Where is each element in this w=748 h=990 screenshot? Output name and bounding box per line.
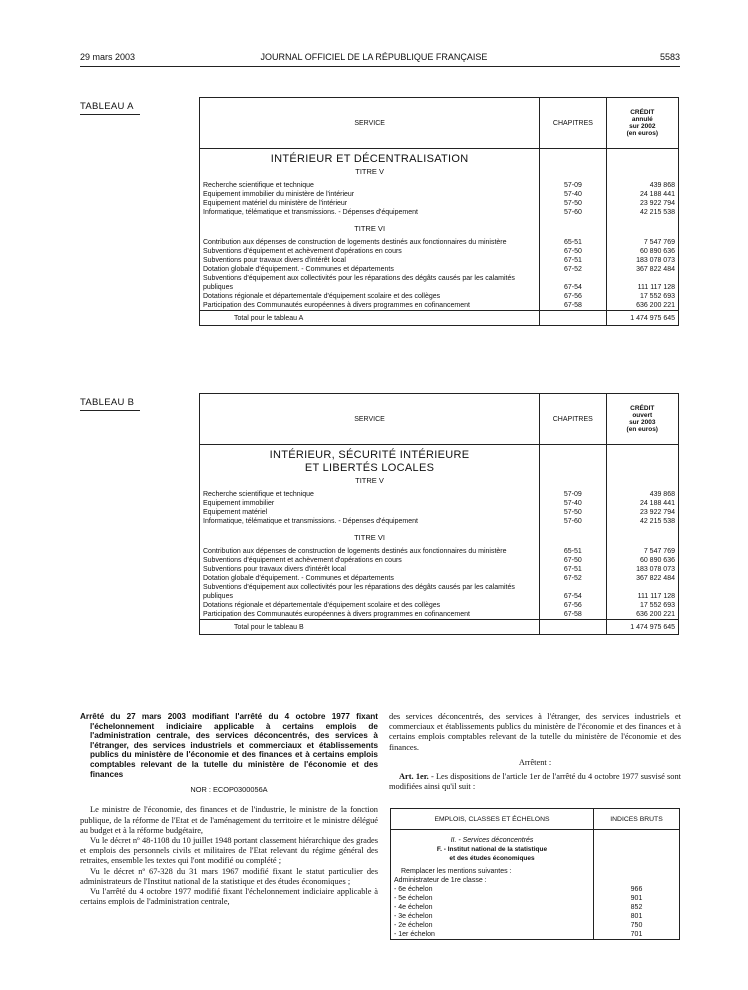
paragraph: Vu le décret nº 48-1108 du 10 juillet 1948 portant classement hiérarchique des grades et emplois des personnels civils et militaires de l'Etat relevant du régime général des retraites, ensemble les textes qui l'ont modifié ou complété ; — [80, 835, 378, 866]
table-row: Dotation globale d'équipement. - Communes et départements 67-52 367 822 484 — [200, 574, 679, 583]
table-row: - 3e échelon 801 — [391, 912, 680, 921]
table-row: Subventions d'équipement aux collectivités pour les réparations des dégâts causés par les calamités publiques 67-54 111 117 128 — [200, 274, 679, 292]
table-row: Contribution aux dépenses de construction de logements destinés aux fonctionnaires du ministère 65-51 7 547 769 — [200, 238, 679, 247]
table-row: Recherche scientifique et technique 57-09 439 868 — [200, 181, 679, 190]
table-row: Subventions pour travaux divers d'intérêt local 67-51 183 078 073 — [200, 256, 679, 265]
table-row: Contribution aux dépenses de construction de logements destinés aux fonctionnaires du ministère 65-51 7 547 769 — [200, 547, 679, 556]
article-1-label: Art. 1er. — [399, 772, 429, 782]
tableau-a-label: TABLEAU A — [80, 101, 134, 112]
col-header-chapitres: CHAPITRES — [540, 394, 606, 445]
tableau-b-label: TABLEAU B — [80, 397, 135, 408]
paragraph: Vu le décret nº 67-328 du 31 mars 1967 modifié fixant le statut particulier des administrateurs de l'Institut national de la statistique et des études économiques ; — [80, 866, 378, 886]
col-header-credit: CRÉDIT ouvert sur 2003 (en euros) — [606, 394, 678, 445]
section-title: INTÉRIEUR, SÉCURITÉ INTÉRIEURE ET LIBERTÉS LOCALES — [200, 445, 540, 476]
table-row: - 4e échelon 852 — [391, 903, 680, 912]
table-row: Equipement matériel 57-50 23 922 794 — [200, 508, 679, 517]
table-row: - 5e échelon 901 — [391, 894, 680, 903]
titre-v-heading: TITRE V — [200, 475, 540, 486]
table-row: Equipement immobilier du ministère de l'intérieur 57-40 24 188 441 — [200, 190, 679, 199]
instruction-text: Remplacer les mentions suivantes : — [391, 863, 594, 876]
table-row: Informatique, télématique et transmissions. - Dépenses d'équipement 57-60 42 215 538 — [200, 517, 679, 526]
paragraph: des services déconcentrés, des services à l'étranger, des services industriels et commerciaux et établissements publics du ministère de l'économie et des finances et à certains emplois comptables relevant de la tutelle du ministère de l'économie et des finances. — [389, 712, 681, 752]
table-row: - 1er échelon 701 — [391, 930, 680, 940]
table-row: - 6e échelon 966 — [391, 885, 680, 894]
col-header-service: SERVICE — [200, 98, 540, 149]
col-header-credit: CRÉDIT annulé sur 2002 (en euros) — [606, 98, 678, 149]
arrete-title: Arrêté du 27 mars 2003 modifiant l'arrêté du 4 octobre 1977 fixant l'échelonnement indiciaire applicable à certains emplois de l'administration centrale, des services déconcentrés, des services à l'étranger, des services industriels et commerciaux et établissements publics du ministère de l'économie et des finances et à certains emplois comptables relevant de la tutelle du ministère de l'économie et des finances — [80, 712, 378, 779]
table-row: Equipement matériel du ministère de l'intérieur 57-50 23 922 794 — [200, 199, 679, 208]
paragraph: Vu l'arrêté du 4 octobre 1977 modifié fixant l'échelonnement indiciaire applicable à certains emplois de l'administration centrale, — [80, 886, 378, 907]
col-header-indices: INDICES BRUTS — [594, 809, 680, 830]
paragraph: Le ministre de l'économie, des finances et de l'industrie, le ministre de la fonction publique, de la réforme de l'Etat et de l'aménagement du territoire et le ministre délégué au budget et à la réforme budgétaire, — [80, 805, 378, 835]
table-row: Subventions d'équipement aux collectivités pour les réparations des dégâts causés par les calamités publiques 67-54 111 117 128 — [200, 583, 679, 601]
table-row: Dotations régionale et départementale d'équipement scolaire et des collèges 67-56 17 552 693 — [200, 601, 679, 610]
arrete-right-column — [389, 712, 681, 792]
table-row: Equipement immobilier 57-40 24 188 441 — [200, 499, 679, 508]
titre-vi-heading: TITRE VI — [200, 526, 540, 543]
total-row: Total pour le tableau B 1 474 975 645 — [200, 620, 679, 635]
table-row: Participation des Communautés européennes à divers programmes en cofinancement 67-58 636 200 221 — [200, 610, 679, 620]
table-row: Recherche scientifique et technique 57-09 439 868 — [200, 490, 679, 499]
section-title: INTÉRIEUR ET DÉCENTRALISATION — [200, 149, 540, 167]
tableau-a-underline — [80, 114, 140, 115]
grade-label: Administrateur de 1re classe : — [391, 876, 594, 885]
col-header-service: SERVICE — [200, 394, 540, 445]
header-page-number: 5583 — [659, 52, 680, 62]
header-date: 29 mars 2003 — [80, 52, 136, 62]
total-row: Total pour le tableau A 1 474 975 645 — [200, 311, 679, 326]
institut-heading: F. - Institut national de la statistique et des études économiques — [391, 845, 594, 863]
table-row: Dotation globale d'équipement. - Communes et départements 67-52 367 822 484 — [200, 265, 679, 274]
header-journal-title: JOURNAL OFFICIEL DE LA RÉPUBLIQUE FRANÇAISE — [260, 52, 488, 62]
table-row: Dotations régionale et départementale d'équipement scolaire et des collèges 67-56 17 552 693 — [200, 292, 679, 301]
table-row: Subventions pour travaux divers d'intérêt local 67-51 183 078 073 — [200, 565, 679, 574]
table-row: Participation des Communautés européennes à divers programmes en cofinancement 67-58 636 200 221 — [200, 301, 679, 311]
titre-v-heading: TITRE V — [200, 166, 540, 177]
table-row: Informatique, télématique et transmissions. - Dépenses d'équipement 57-60 42 215 538 — [200, 208, 679, 217]
col-header-chapitres: CHAPITRES — [540, 98, 606, 149]
table-row: Subventions d'équipement et achèvement d'opérations en cours 67-50 60 890 636 — [200, 556, 679, 565]
arrete-left-column — [80, 712, 378, 907]
nor-reference: NOR : ECOP0300056A — [190, 785, 268, 795]
tableau-b-table — [199, 393, 679, 635]
tableau-a-table — [199, 97, 679, 326]
article-1-text: - Les dispositions de l'article 1er de l'arrêté du 4 octobre 1977 susvisé sont modifiées ainsi qu'il suit : — [389, 772, 682, 792]
table-row: Subventions d'équipement et achèvement d'opérations en cours 67-50 60 890 636 — [200, 247, 679, 256]
section-heading: II. - Services déconcentrés — [391, 830, 594, 846]
tableau-b-underline — [80, 410, 140, 411]
header-rule — [80, 66, 680, 67]
echelons-table — [390, 808, 680, 940]
col-header-emplois: EMPLOIS, CLASSES ET ÉCHELONS — [391, 809, 594, 830]
arretent-heading: Arrêtent : — [518, 757, 552, 767]
article-1 — [389, 772, 681, 792]
table-row: - 2e échelon 750 — [391, 921, 680, 930]
titre-vi-heading: TITRE VI — [200, 217, 540, 234]
